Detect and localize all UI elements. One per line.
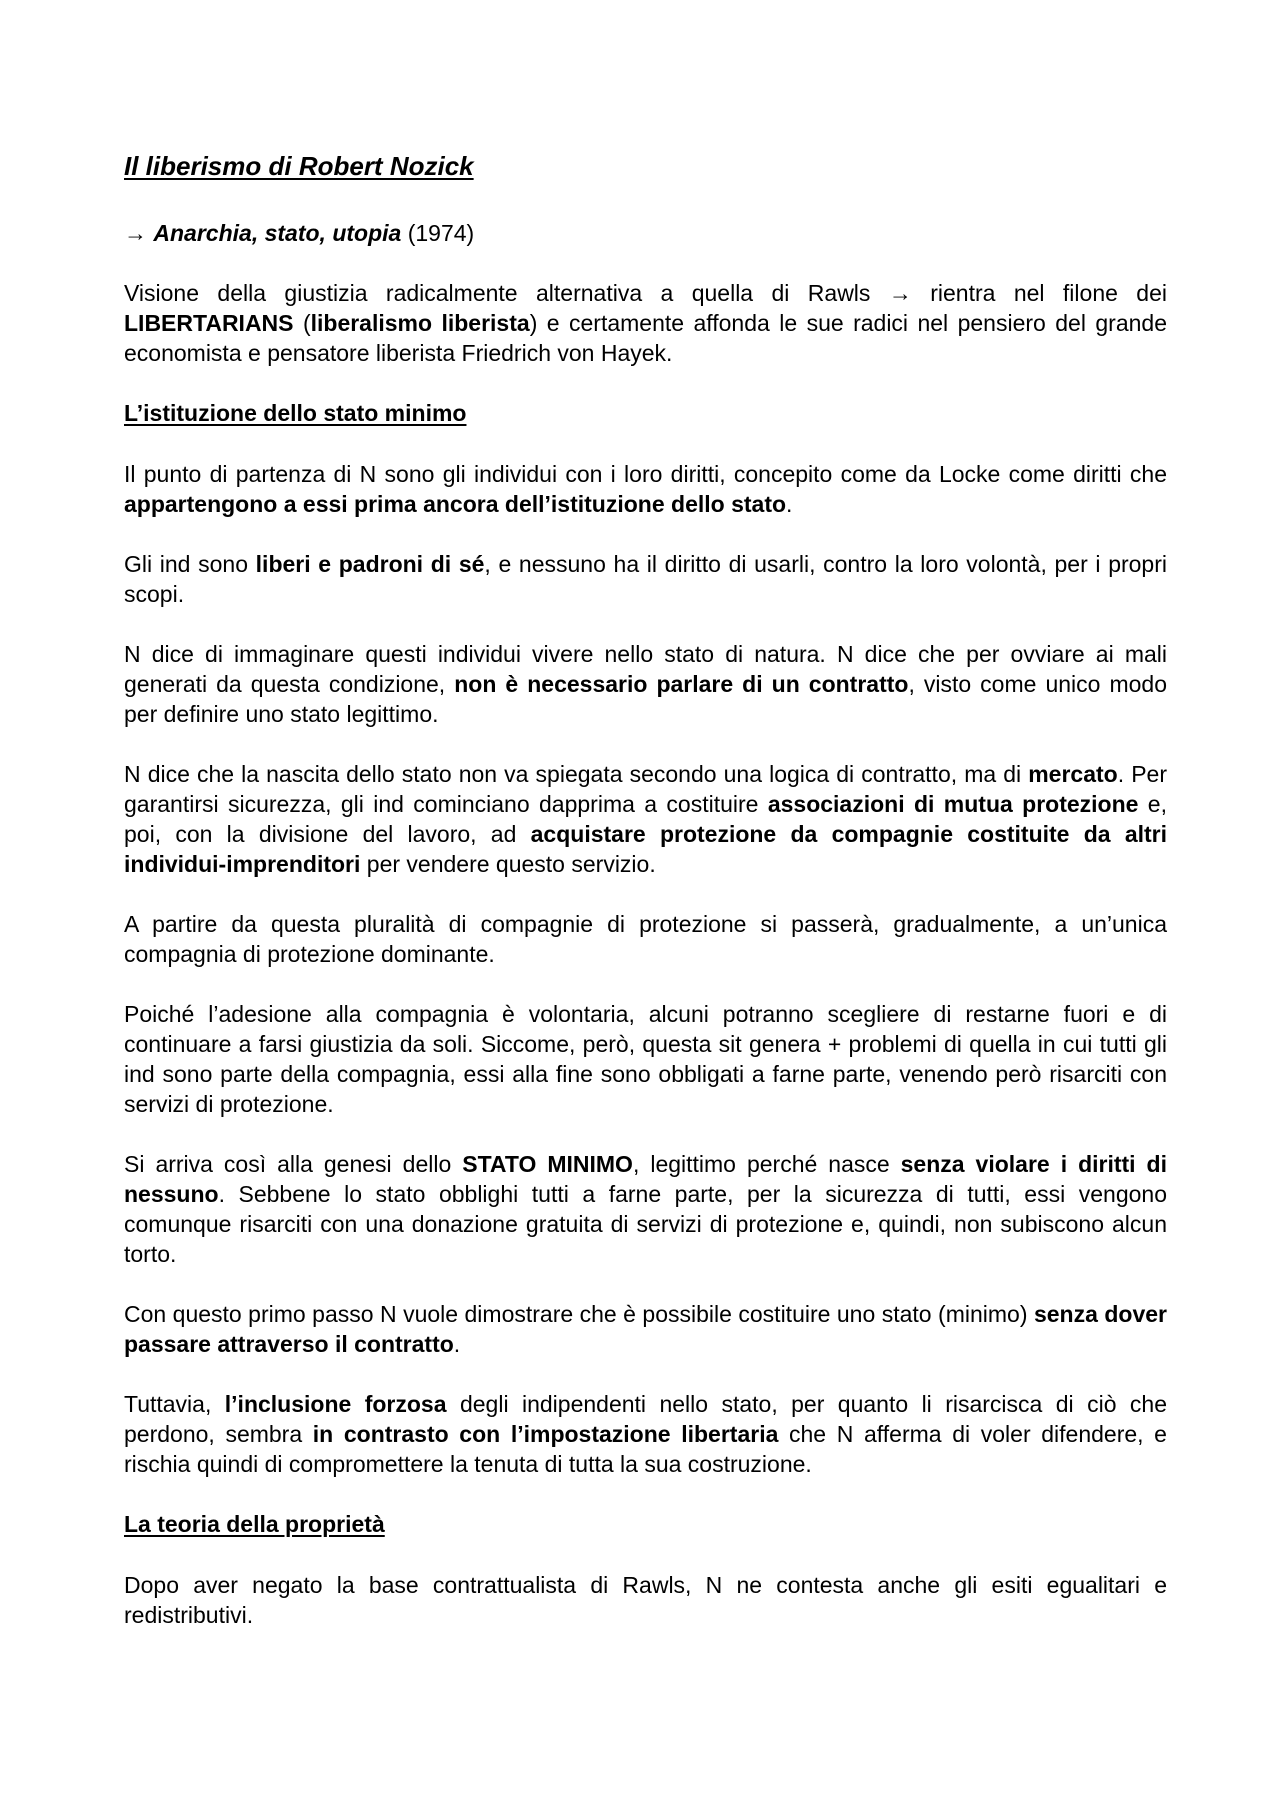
text-run: A partire da questa pluralità di compagnie di protezione si passerà, gradualmente, a un’unica compagnia di protezione dominante. (124, 911, 1167, 968)
book-year: (1974) (407, 219, 475, 246)
bold-text: senza dover passare attraverso il contratto (124, 1301, 1167, 1358)
book-title: Anarchia, stato, utopia (153, 219, 402, 246)
text-run: Si arriva così alla genesi dello (124, 1151, 463, 1178)
text-run: Tuttavia, (124, 1391, 225, 1418)
paragraph (124, 759, 1167, 879)
paragraph (124, 1570, 1167, 1630)
arrow-icon: → (124, 219, 147, 246)
paragraph (124, 459, 1167, 519)
text-run: . Per garantirsi sicurezza, gli ind cominciano dapprima a costituire (124, 761, 1167, 818)
bold-text: STATO MINIMO (462, 1151, 633, 1178)
paragraph (124, 278, 1167, 368)
text-run: Visione della giustizia radicalmente alternativa a quella di Rawls → rientra nel filone dei (124, 280, 1167, 307)
text-run: e, poi, con la divisione del lavoro, ad (124, 791, 1167, 848)
text-run: Gli ind sono (124, 551, 256, 578)
paragraph (124, 549, 1167, 609)
text-run: , e nessuno ha il diritto di usarli, contro la loro volontà, per i propri scopi. (124, 551, 1167, 608)
text-run: , visto come unico modo per definire uno stato legittimo. (124, 671, 1167, 728)
text-run: degli indipendenti nello stato, per quanto li risarcisca di ciò che perdono, sembra (124, 1391, 1167, 1448)
text-run: per vendere questo servizio. (360, 851, 656, 878)
paragraph (124, 1299, 1167, 1359)
paragraph (124, 909, 1167, 969)
paragraph (124, 639, 1167, 729)
text-run: . (453, 1331, 461, 1358)
bold-text: associazioni di mutua protezione (767, 791, 1139, 818)
text-run: Con questo primo passo N vuole dimostrare che è possibile costituire uno stato (minimo) (124, 1301, 1034, 1328)
bold-text: LIBERTARIANS (124, 310, 294, 337)
text-run: . Sebbene lo stato obblighi tutti a farne parte, per la sicurezza di tutti, essi vengono comunque risarciti con una donazione gratuita di servizi di protezione e, quindi, non subiscono alcun torto. (124, 1181, 1167, 1268)
paragraph (124, 999, 1167, 1119)
text-run: N dice di immaginare questi individui vivere nello stato di natura. N dice che per ovviare ai mali generati da questa condizione, (124, 641, 1167, 698)
text-run: ( (293, 310, 311, 337)
book-reference (124, 219, 1167, 249)
bold-text: liberalismo liberista (310, 310, 530, 337)
text-run: . (786, 491, 793, 518)
bold-text: acquistare protezione da compagnie costituite da altri individui-imprenditori (124, 821, 1167, 878)
section-heading: L’istituzione dello stato minimo (124, 400, 467, 427)
text-run: Poiché l’adesione alla compagnia è volontaria, alcuni potranno scegliere di restarne fuori e di continuare a farsi giustizia da soli. Siccome, però, questa sit genera + problemi di quella in cui tutti gli ind sono parte della compagnia, essi alla fine sono obbligati a farne parte, venendo però risarciti con servizi di protezione. (124, 1001, 1167, 1118)
text-run: Il punto di partenza di N sono gli individui con i loro diritti, concepito come da Locke come diritti che (124, 461, 1167, 488)
text-run: N dice che la nascita dello stato non va spiegata secondo una logica di contratto, ma di (124, 761, 1029, 788)
bold-text: appartengono a essi prima ancora dell’istituzione dello stato (124, 491, 787, 518)
text-run: Dopo aver negato la base contrattualista di Rawls, N ne contesta anche gli esiti egualitari e redistributivi. (124, 1572, 1167, 1629)
bold-text: mercato (1028, 761, 1118, 788)
text-run: , legittimo perché nasce (632, 1151, 901, 1178)
bold-text: liberi e padroni di sé (255, 551, 485, 578)
bold-text: senza violare i diritti di nessuno (124, 1151, 1167, 1208)
document-body (124, 278, 1167, 1630)
document-title: Il liberismo di Robert Nozick (124, 151, 474, 181)
bold-text: non è necessario parlare di un contratto (454, 671, 909, 698)
paragraph (124, 1149, 1167, 1269)
text-run: ) e certamente affonda le sue radici nel pensiero del grande economista e pensatore liberista Friedrich von Hayek. (124, 310, 1167, 367)
section-heading: La teoria della proprietà (124, 1511, 385, 1538)
paragraph (124, 1389, 1167, 1479)
text-run: che N afferma di voler difendere, e rischia quindi di compromettere la tenuta di tutta la sua costruzione. (124, 1421, 1167, 1478)
bold-text: l’inclusione forzosa (224, 1391, 447, 1418)
bold-text: in contrasto con l’impostazione libertaria (312, 1421, 779, 1448)
